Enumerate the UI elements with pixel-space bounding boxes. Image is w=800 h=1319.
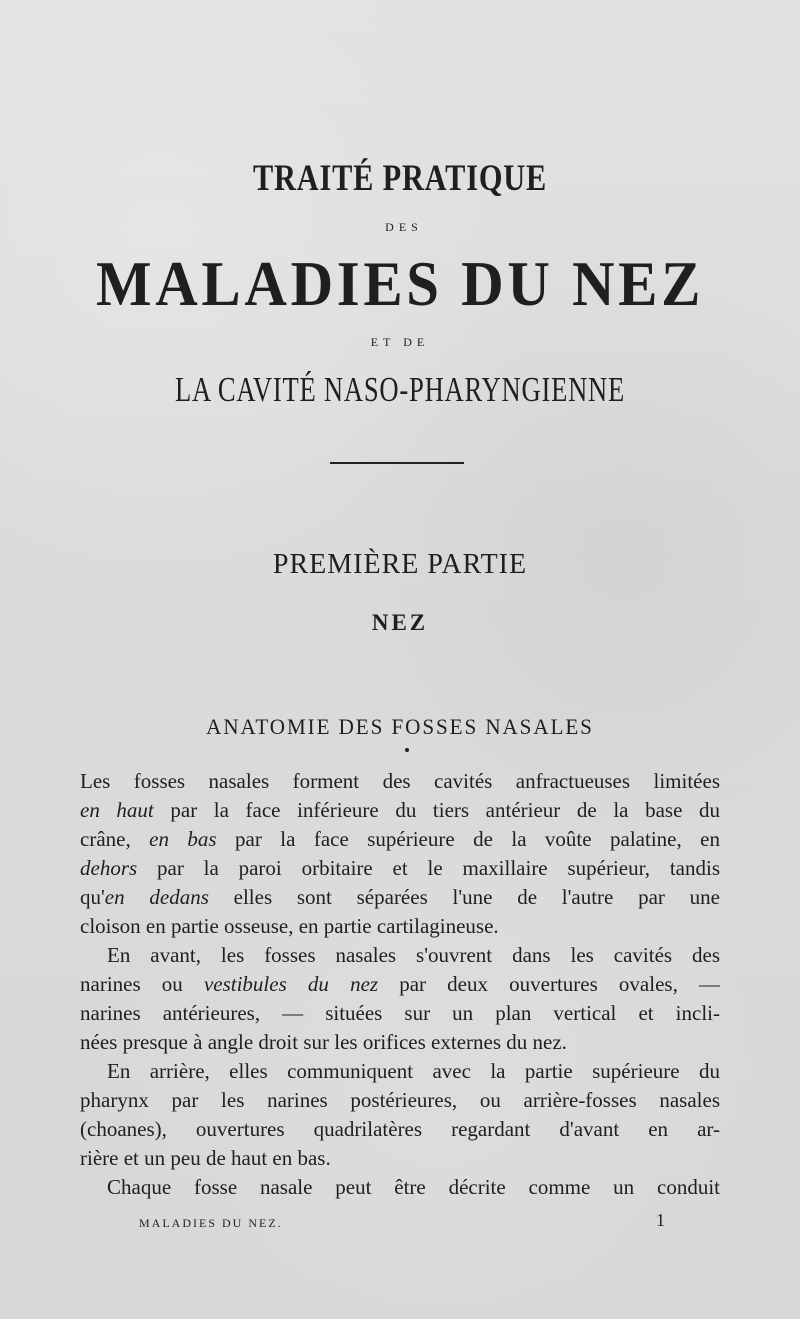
part-subtitle: NEZ [371,610,429,635]
body-line: narines ou vestibules du nez par deux ouvertures ovales, — [80,972,720,996]
main-title-line-3: LA CAVITÉ NASO-PHARYNGIENNE [174,370,626,409]
body-line: pharynx par les narines postérieures, ou arrière-fosses nasales [80,1088,720,1112]
body-line: dehors par la paroi orbitaire et le maxillaire supérieur, tandis [80,856,720,880]
body-line: Chaque fosse nasale peut être décrite comme un conduit [107,1175,720,1199]
body-line: rière et un peu de haut en bas. [80,1146,331,1170]
part-title: PREMIÈRE PARTIE [272,549,528,580]
title-separator-rule [330,462,464,464]
title-connector-et-de: ET DE [370,335,430,349]
body-line: crâne, en bas par la face supérieure de la voûte palatine, en [80,827,720,851]
title-connector-des: DES [385,220,423,234]
body-line: cloison en partie osseuse, en partie cartilagineuse. [80,914,499,938]
page-number: 1 [656,1210,665,1230]
main-title-line-2: MALADIES DU NEZ [95,248,705,319]
body-line: En arrière, elles communiquent avec la partie supérieure du [107,1059,720,1083]
body-line: qu'en dedans elles sont séparées l'une de l'autre par une [80,885,720,909]
section-dot [405,748,409,752]
body-line: en haut par la face inférieure du tiers antérieur de la base du [80,798,720,822]
body-line: (choanes), ouvertures quadrilatères regardant d'avant en ar- [80,1117,720,1141]
main-title-line-1: TRAITÉ PRATIQUE [252,158,548,199]
body-text [80,767,720,1202]
body-line: Les fosses nasales forment des cavités anfractueuses limitées [80,769,720,793]
body-line: En avant, les fosses nasales s'ouvrent dans les cavités des [107,943,720,967]
section-heading: ANATOMIE DES FOSSES NASALES [206,714,594,739]
body-line: nées presque à angle droit sur les orifices externes du nez. [80,1030,567,1054]
body-line: narines antérieures, — situées sur un plan vertical et incli- [80,1001,720,1025]
running-footer-title: MALADIES DU NEZ. [139,1216,283,1230]
